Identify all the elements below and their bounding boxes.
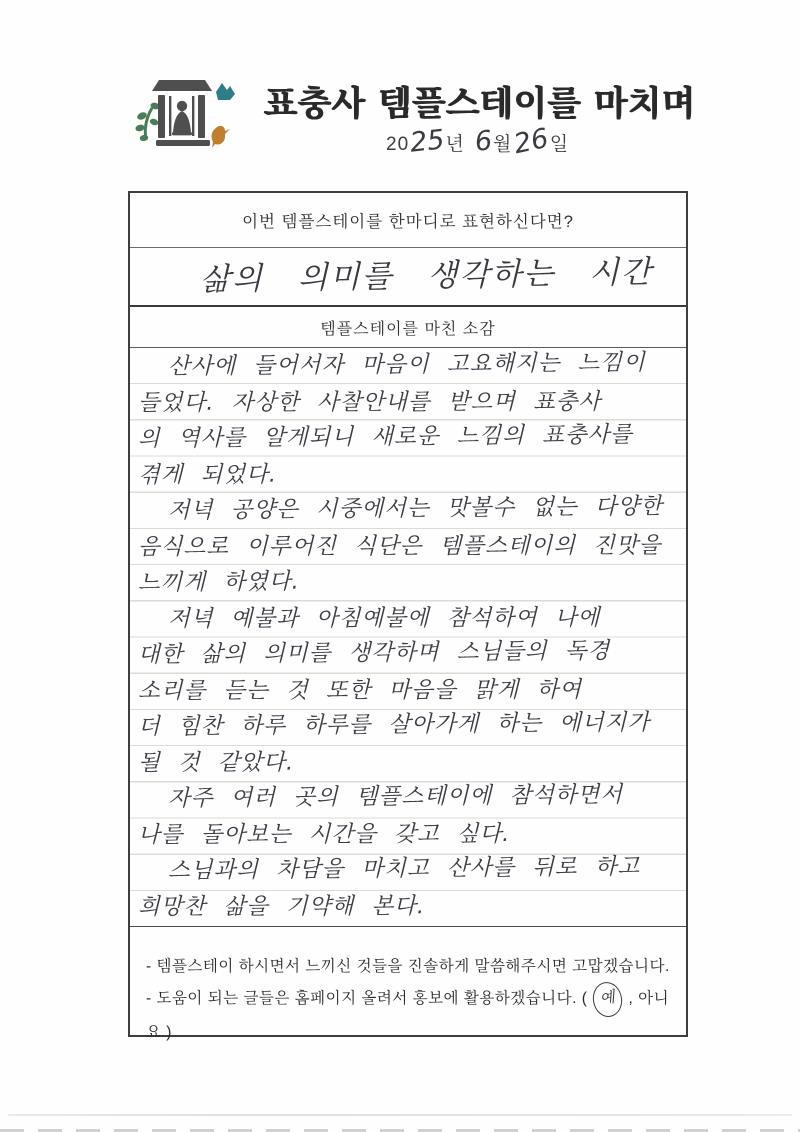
- handwriting-line: 느끼게 하였다.: [137, 568, 300, 596]
- question-one-label: 이번 템플스테이를 한마디로 표현하신다면?: [130, 193, 686, 248]
- feedback-form-frame: [128, 191, 688, 1041]
- handwriting-line: 더 힘찬 하루 하루를 살아가게 하는 에너지가: [137, 709, 651, 740]
- date-month-suffix: 월: [493, 134, 513, 155]
- handwriting-line: 저녁 공양은 시중에서는 맛볼수 없는 다양한: [167, 493, 664, 524]
- temple-gate-icon: [152, 80, 212, 146]
- handwriting-line: 될 것 같았다.: [137, 749, 295, 776]
- footer-note-2: [146, 982, 674, 1048]
- handwriting-line: 저녁 예불과 아침예불에 참석하여 나에: [167, 604, 601, 632]
- handwriting-line: 산사에 들어서자 마음이 고요해지는 느낌이: [167, 349, 646, 380]
- no-option: 아니요: [146, 990, 670, 1041]
- handwriting-line: 의 역사를 알게되니 새로운 느낌의 표충사를: [137, 421, 634, 452]
- date-month-handwritten: 6: [473, 125, 494, 158]
- date-day-handwritten: 26: [511, 122, 552, 161]
- date-century: 20: [386, 134, 410, 155]
- mountain-icon: [216, 83, 235, 100]
- footer-note-2-close: ): [166, 1024, 172, 1041]
- handwriting-line: 자주 여러 곳의 템플스테이에 참석하면서: [167, 781, 624, 812]
- page-title: 표충사 템플스테이를 마치며: [264, 84, 696, 124]
- date-day-suffix: 일: [549, 134, 570, 155]
- handwriting-line: 소리를 듣는 것 또한 마음을 맑게 하여: [137, 676, 582, 704]
- date-year-handwritten: 25: [408, 124, 447, 159]
- date-year-suffix: 년: [445, 134, 465, 155]
- handwriting-line: 대한 삶의 의미를 생각하며 스님들의 독경: [137, 637, 611, 668]
- handwriting-line: 스님과의 차담을 마치고 산사를 뒤로 하고: [167, 853, 641, 884]
- handwriting-line: 희망찬 삶을 기약해 본다.: [137, 893, 425, 920]
- handwriting-line: 들었다. 자상한 사찰안내를 받으며 표충사: [137, 388, 602, 416]
- footer-notes: [130, 926, 686, 1048]
- option-separator: ,: [628, 990, 634, 1007]
- plant-icon: [135, 102, 161, 142]
- footer-note-1: - 템플스테이 하시면서 느끼신 것들을 진솔하게 말씀해주시면 고맙겠습니다.: [146, 958, 670, 975]
- handwriting-line: 나를 돌아보는 시간을 갖고 싶다.: [137, 821, 511, 848]
- footer-note-2-text: - 도움이 되는 글들은 홈페이지 올려서 홍보에 활용하겠습니다. (: [146, 990, 588, 1007]
- feedback-section-label: 템플스테이를 마친 소감: [130, 307, 686, 348]
- yes-option-circled: 예: [590, 980, 625, 1020]
- buddha-icon: [172, 101, 192, 136]
- scan-shadow-line: [8, 1114, 792, 1116]
- handwriting-line: 음식으로 이루어진 식단은 템플스테이의 진맛을: [137, 532, 662, 560]
- handwritten-one-line-answer: 삶의 의미를 생각하는 시간: [199, 254, 654, 298]
- temple-logo: [132, 70, 238, 158]
- question-one-answer-field: [130, 248, 686, 307]
- bird-icon: [212, 126, 230, 148]
- handwriting-line: 겪게 되었다.: [137, 461, 278, 488]
- handwritten-feedback-area: [130, 348, 686, 926]
- date-line: [386, 122, 586, 168]
